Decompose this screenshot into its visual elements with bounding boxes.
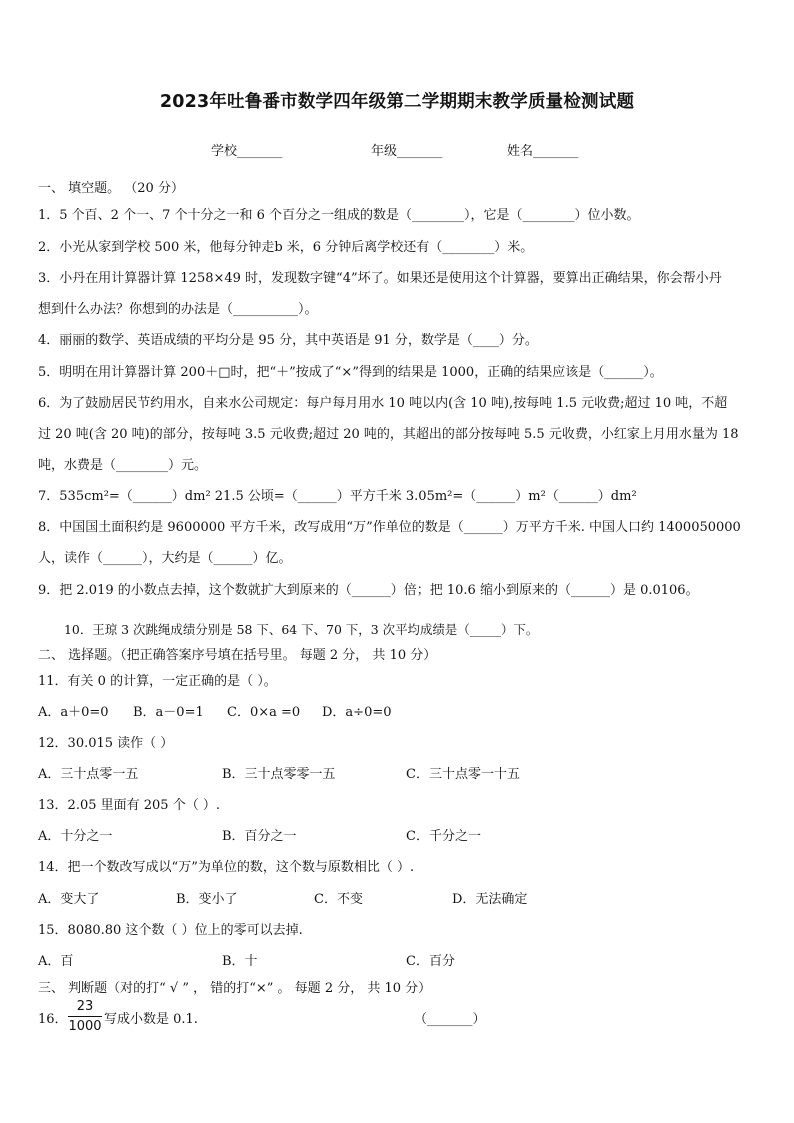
question-5: 5．明明在用计算器计算 200＋□时，把“＋”按成了“×”得到的结果是 1000，正确的结果应该是（______）。 [38,365,663,380]
fraction-denominator: 1000 [68,1019,102,1034]
question-7: 7．535cm²=（______）dm² 21.5 公顷=（______）平方千米 3.05m²=（______）m²（______）dm² [38,489,637,504]
q11-option-d: D．a÷0=0 [322,705,392,720]
question-8-line-2: 人，读作（______），大约是（______）亿。 [38,551,292,566]
q11-option-b: B．a－0=1 [133,705,204,720]
q15-option-b: B．十 [222,954,258,969]
question-16-number: 16． [38,1012,68,1027]
q12-option-a: A．三十点零一五 [38,767,139,782]
question-2: 2．小光从家到学校 500 米，他每分钟走b 米，6 分钟后离学校还有（________）米。 [38,240,534,255]
q14-option-c: C．不变 [314,892,363,907]
question-4: 4．丽丽的数学、英语成绩的平均分是 95 分，其中英语是 91 分，数学是（____）分。 [38,333,538,348]
question-11: 11．有关 0 的计算，一定正确的是（ ）。 [38,674,277,689]
question-10: 10．王琼 3 次跳绳成绩分别是 58 下、64 下、70 下，3 次平均成绩是（_____）下。 [64,622,539,637]
question-14: 14．把一个数改写成以“万”为单位的数，这个数与原数相比（ ）. [38,860,415,875]
section-2-heading: 二、 选择题。（把正确答案序号填在括号里。 每题 2 分， 共 10 分） [38,648,437,663]
fraction-numerator: 23 [76,999,94,1014]
question-6-line-2: 过 20 吨(含 20 吨)的部分，按每吨 3.5 元收费;超过 20 吨的，其超出的部分按每吨 5.5 元收费，小红家上月用水量为 18 [38,427,739,442]
question-1: 1．5 个百、2 个一、7 个十分之一和 6 个百分之一组成的数是（________），它是（________）位小数。 [38,208,640,223]
question-9: 9．把 2.019 的小数点去掉，这个数就扩大到原来的（______）倍；把 10.6 缩小到原来的（______）是 0.0106。 [38,583,699,598]
section-3-heading: 三、 判断题（对的打“ √ ” ， 错的打“×” 。 每题 2 分， 共 10 分） [38,981,432,996]
q13-option-b: B．百分之一 [222,829,297,844]
q15-option-a: A．百 [38,954,74,969]
question-3-line-1: 3．小丹在用计算器计算 1258×49 时，发现数字键“4”坏了。如果还是使用这个计算器，要算出正确结果，你会帮小丹 [38,271,722,286]
school-field: 学校_______ [211,144,283,159]
q15-option-c: C．百分 [406,954,455,969]
q13-option-c: C．千分之一 [406,829,481,844]
grade-field: 年级_______ [371,144,443,159]
q14-option-d: D．无法确定 [452,892,528,907]
name-field: 姓名_______ [507,144,579,159]
q11-option-c: C．0×a =0 [227,705,301,720]
question-16-answer-blank: （_______） [414,1012,486,1027]
q14-option-b: B．变小了 [176,892,238,907]
question-16-text: 写成小数是 0.1. [104,1012,198,1027]
question-12: 12．30.015 读作（ ） [38,736,174,751]
question-6-line-3: 吨，水费是（________）元。 [38,458,208,473]
q11-option-a: A．a＋0=0 [38,705,109,720]
page-title: 2023年吐鲁番市数学四年级第二学期期末教学质量检测试题 [159,92,635,112]
question-13: 13．2.05 里面有 205 个（ ）. [38,798,220,813]
question-15: 15．8080.80 这个数（ ）位上的零可以去掉. [38,923,303,938]
q13-option-a: A．十分之一 [38,829,113,844]
question-6-line-1: 6．为了鼓励居民节约用水，自来水公司规定：每户每月用水 10 吨以内(含 10 吨),按每吨 1.5 元收费;超过 10 吨，不超 [38,396,728,411]
section-1-heading: 一、 填空题。 （20 分） [38,181,184,196]
q14-option-a: A．变大了 [38,892,100,907]
question-8-line-1: 8．中国国土面积约是 9600000 平方千米，改写成用“万”作单位的数是（______）万平方千米. 中国人口约 1400050000 [38,520,741,535]
fraction-bar [68,1016,102,1017]
q12-option-b: B．三十点零零一五 [222,767,336,782]
question-3-line-2: 想到什么办法？你想到的办法是（__________）。 [38,302,318,317]
q12-option-c: C．三十点零一十五 [406,767,520,782]
question-16-fraction [68,998,102,1035]
